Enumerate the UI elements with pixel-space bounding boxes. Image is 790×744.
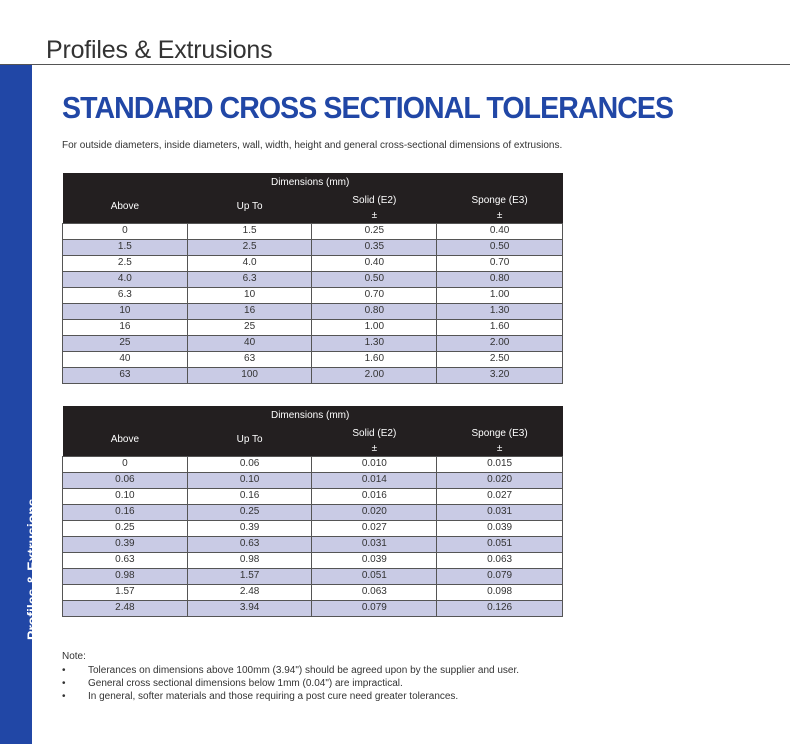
cell-solid: 0.027 [312,520,437,536]
table-body [63,456,563,616]
table-row [63,255,563,271]
cell-solid: 0.50 [312,271,437,287]
group-label: Dimensions (mm) [270,176,350,188]
cell-solid: 0.014 [312,472,437,488]
cell-above: 16 [63,319,188,335]
cell-upto: 63 [187,351,312,367]
cell-solid: 2.00 [312,367,437,383]
header-cell-group [270,173,563,191]
cell-solid: 1.30 [312,335,437,351]
cell-sponge: 1.30 [437,303,563,319]
cell-upto: 1.57 [187,568,312,584]
cell-solid: 0.25 [312,223,437,239]
cell-above: 1.57 [63,584,188,600]
page-heading: STANDARD CROSS SECTIONAL TOLERANCES [62,90,674,125]
cell-sponge: 0.079 [437,568,563,584]
cell-sponge: 0.098 [437,584,563,600]
cell-solid: 0.020 [312,504,437,520]
cell-upto: 25 [187,319,312,335]
cell-solid: 0.039 [312,552,437,568]
col-header-sponge: Sponge (E3) [437,424,563,442]
col-header-sponge-pm: ± [437,209,563,223]
table-row [63,303,563,319]
note-list [62,664,519,703]
note-text: Tolerances on dimensions above 100mm (3.94") should be agreed upon by the supplier and user. [88,665,520,676]
cell-sponge: 2.50 [437,351,563,367]
side-tab [0,65,32,744]
cell-upto: 0.63 [187,536,312,552]
table-row [63,552,563,568]
col-header-upto: Up To [187,424,312,456]
table-body [63,223,563,383]
cell-solid: 0.40 [312,255,437,271]
cell-above: 0.10 [63,488,188,504]
cell-sponge: 0.80 [437,271,563,287]
table-row [63,520,563,536]
bullet-icon: • [62,691,66,702]
cell-solid: 0.80 [312,303,437,319]
cell-upto: 0.98 [187,552,312,568]
cell-solid: 0.35 [312,239,437,255]
cell-above: 10 [63,303,188,319]
cell-above: 0.16 [63,504,188,520]
cell-above: 0 [63,223,188,239]
cell-sponge: 0.126 [437,600,563,616]
tolerance-table-2 [62,406,563,617]
table-row [63,536,563,552]
table-row [63,472,563,488]
cell-sponge: 3.20 [437,367,563,383]
header-cell-blank [63,173,188,191]
cell-upto: 6.3 [187,271,312,287]
cell-solid: 1.60 [312,351,437,367]
cell-solid: 0.031 [312,536,437,552]
cell-upto: 16 [187,303,312,319]
table-row [63,488,563,504]
cell-sponge: 0.50 [437,239,563,255]
cell-sponge: 1.60 [437,319,563,335]
tolerance-table-1 [62,173,563,384]
note-item [62,690,519,703]
cell-above: 0.25 [63,520,188,536]
header-divider [0,64,790,65]
cell-above: 4.0 [63,271,188,287]
cell-sponge: 0.063 [437,552,563,568]
note-item [62,677,519,690]
cell-solid: 0.051 [312,568,437,584]
cell-above: 6.3 [63,287,188,303]
cell-upto: 0.06 [187,456,312,472]
group-label: Dimensions (mm) [270,409,350,421]
cell-sponge: 2.00 [437,335,563,351]
cell-upto: 0.10 [187,472,312,488]
cell-above: 2.48 [63,600,188,616]
cell-upto: 2.48 [187,584,312,600]
cell-above: 0.06 [63,472,188,488]
header-cell-group [270,406,563,424]
table-row [63,319,563,335]
cell-upto: 0.16 [187,488,312,504]
cell-sponge: 0.015 [437,456,563,472]
table-row [63,600,563,616]
cell-upto: 0.25 [187,504,312,520]
cell-above: 1.5 [63,239,188,255]
cell-upto: 0.39 [187,520,312,536]
col-header-above: Above [63,424,188,456]
table-row [63,287,563,303]
cell-solid: 1.00 [312,319,437,335]
cell-upto: 40 [187,335,312,351]
intro-text: For outside diameters, inside diameters, wall, width, height and general cross-sectional dimensions of extrusions. [62,140,563,151]
cell-above: 0.39 [63,536,188,552]
cell-sponge: 0.020 [437,472,563,488]
bullet-icon: • [62,678,66,689]
cell-sponge: 0.031 [437,504,563,520]
cell-solid: 0.010 [312,456,437,472]
col-header-sponge-pm: ± [437,442,563,456]
col-header-solid-pm: ± [312,209,437,223]
table-row [63,223,563,239]
cell-above: 0.98 [63,568,188,584]
cell-above: 0.63 [63,552,188,568]
cell-solid: 0.079 [312,600,437,616]
page-header-title: Profiles & Extrusions [46,36,273,64]
cell-above: 2.5 [63,255,188,271]
col-header-above: Above [63,191,188,223]
cell-upto: 10 [187,287,312,303]
table-row [63,584,563,600]
col-header-upto: Up To [187,191,312,223]
cell-sponge: 0.051 [437,536,563,552]
cell-above: 63 [63,367,188,383]
col-header-sponge: Sponge (E3) [437,191,563,209]
header-cell-blank [63,406,188,424]
note-text: General cross sectional dimensions below 1mm (0.04") are impractical. [88,678,403,689]
cell-solid: 0.063 [312,584,437,600]
cell-upto: 4.0 [187,255,312,271]
cell-upto: 1.5 [187,223,312,239]
note-item [62,664,519,677]
cell-solid: 0.70 [312,287,437,303]
cell-sponge: 1.00 [437,287,563,303]
cell-upto: 3.94 [187,600,312,616]
cell-sponge: 0.027 [437,488,563,504]
note-label: Note: [62,651,86,662]
cell-above: 0 [63,456,188,472]
note-text: In general, softer materials and those requiring a post cure need greater tolerances. [88,691,459,702]
table-row [63,335,563,351]
cell-above: 25 [63,335,188,351]
table-row [63,367,563,383]
table-row [63,504,563,520]
cell-above: 40 [63,351,188,367]
cell-sponge: 0.70 [437,255,563,271]
table-row [63,271,563,287]
table-row [63,351,563,367]
table-row [63,239,563,255]
side-tab-label: Profiles & Extrusions [24,498,40,640]
cell-sponge: 0.40 [437,223,563,239]
col-header-solid-pm: ± [312,442,437,456]
table-row [63,456,563,472]
cell-sponge: 0.039 [437,520,563,536]
col-header-solid: Solid (E2) [312,191,437,209]
bullet-icon: • [62,665,66,676]
cell-solid: 0.016 [312,488,437,504]
cell-upto: 100 [187,367,312,383]
cell-upto: 2.5 [187,239,312,255]
notes [62,651,519,703]
col-header-solid: Solid (E2) [312,424,437,442]
table-row [63,568,563,584]
